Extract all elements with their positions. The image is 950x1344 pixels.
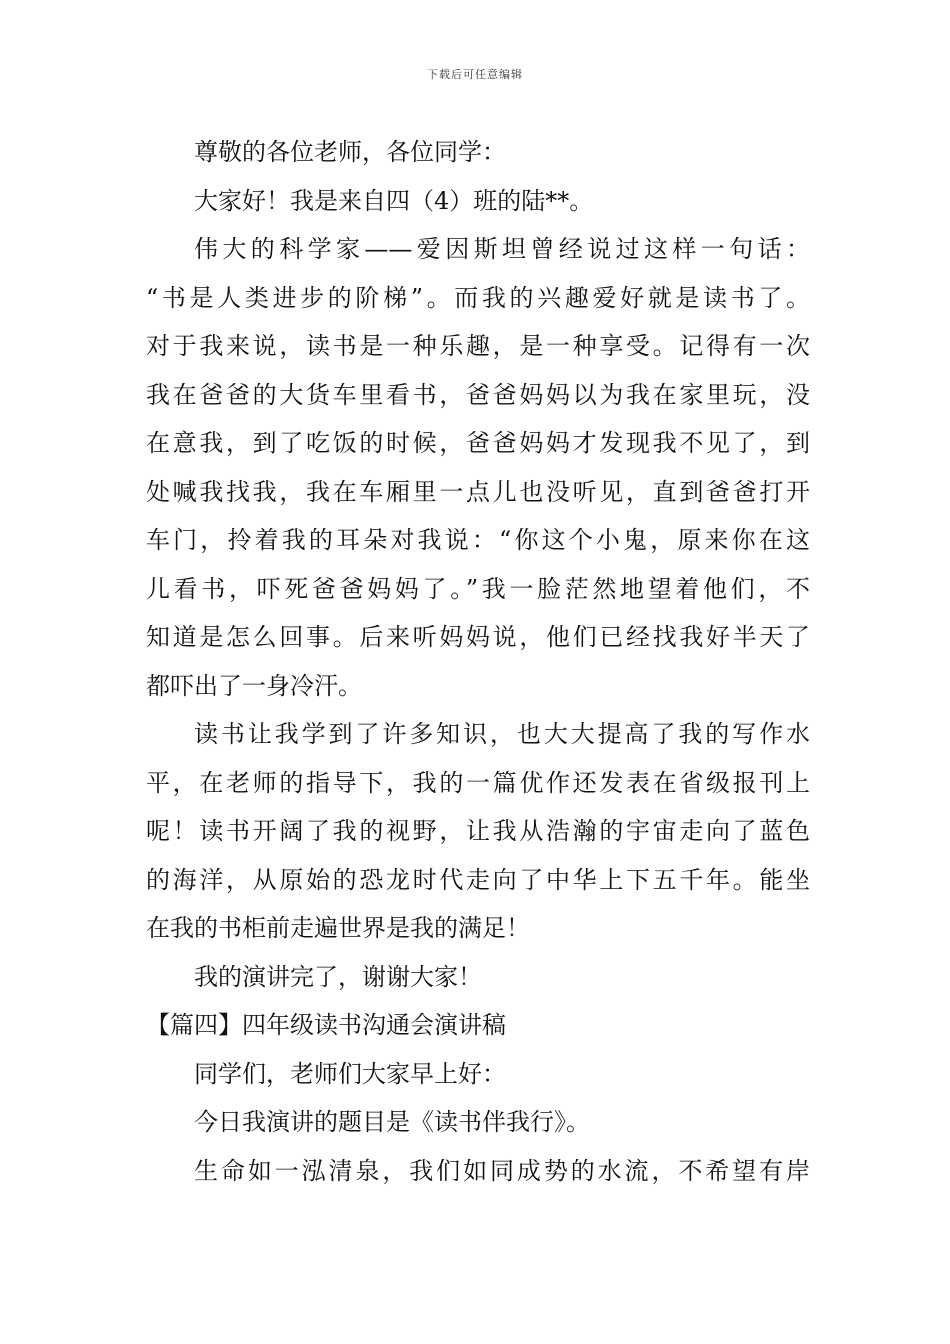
text-line: 尊敬的各位老师，各位同学： <box>194 138 506 166</box>
text-line: 同学们，老师们大家早上好： <box>194 1059 506 1088</box>
text-line: 生命如一泓清泉，我们如同成势的水流，不希望有岸 <box>194 1156 810 1185</box>
text-line: 处喊我找我，我在车厢里一点儿也没听见，直到爸爸打开 <box>146 477 810 506</box>
text-line: 读书让我学到了许多知识，也大大提高了我的写作水 <box>194 720 810 748</box>
text-line: 知道是怎么回事。后来听妈妈说，他们已经找我好半天了 <box>146 623 810 651</box>
text-line: 在我的书柜前走遍世界是我的满足！ <box>146 914 530 942</box>
text-line: 在意我，到了吃饭的时候，爸爸妈妈才发现我不见了，到 <box>146 429 810 457</box>
text-line: 大家好！我是来自四（4）班的陆**。 <box>194 186 594 215</box>
text-line: 平，在老师的指导下，我的一篇优作还发表在省级报刊上 <box>146 768 810 797</box>
text-line: 车门，拎着我的耳朵对我说：“你这个小鬼，原来你在这 <box>146 526 810 554</box>
text-line: 伟大的科学家——爱因斯坦曾经说过这样一句话： <box>194 235 810 263</box>
document-body <box>146 128 810 1195</box>
text-line: 我在爸爸的大货车里看书，爸爸妈妈以为我在家里玩，没 <box>146 380 810 409</box>
text-line: “书是人类进步的阶梯”。而我的兴趣爱好就是读书了。 <box>146 283 810 312</box>
text-line: 都吓出了一身冷汗。 <box>146 671 362 700</box>
text-line: 儿看书，吓死爸爸妈妈了。”我一脸茫然地望着他们，不 <box>146 574 810 603</box>
text-line: 今日我演讲的题目是《读书伴我行》。 <box>194 1108 590 1136</box>
text-line: 的海洋，从原始的恐龙时代走向了中华上下五千年。能坐 <box>146 865 810 894</box>
page-header: 下载后可任意编辑 <box>427 68 523 81</box>
text-line: 我的演讲完了，谢谢大家！ <box>194 962 482 991</box>
section-title: 【篇四】四年级读书沟通会演讲稿 <box>146 1011 506 1039</box>
text-line: 呢！读书开阔了我的视野，让我从浩瀚的宇宙走向了蓝色 <box>146 817 810 845</box>
text-line: 对于我来说，读书是一种乐趣，是一种享受。记得有一次 <box>146 332 810 360</box>
